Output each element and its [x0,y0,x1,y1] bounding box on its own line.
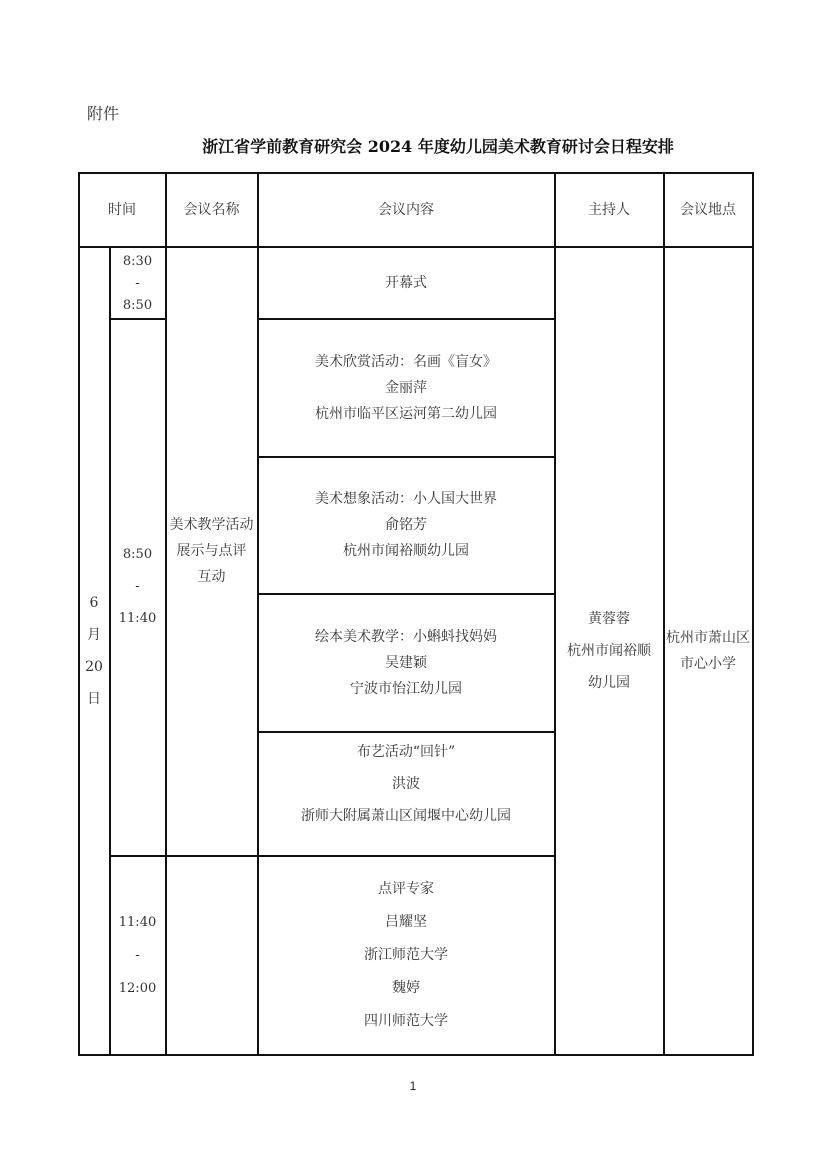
time-slot-3 [110,856,165,1054]
time-start: 8:50 [122,547,153,562]
date-month-char: 月 [87,627,101,643]
expert-affiliation: 浙江师范大学 [364,946,448,963]
time-start: 11:40 [118,914,157,930]
time-end: 12:00 [118,980,157,996]
expert-name: 魏婷 [392,979,420,996]
experts-heading: 点评专家 [378,880,434,897]
content-opening [258,247,554,318]
expert-affiliation: 四川师范大学 [364,1012,448,1029]
header-host: 主持人 [588,201,630,218]
activity-title: 布艺活动“回针” [356,744,456,760]
date-month-number: 6 [89,595,99,611]
session-name-line: 展示与点评 [176,543,247,559]
content-activity-3 [258,594,554,731]
time-sep: - [135,276,140,291]
teacher-name: 吴建颖 [385,654,427,671]
activity-title: 美术想象活动：小人国大世界 [315,491,497,507]
header-content: 会议内容 [378,201,434,218]
teacher-name: 俞铭芳 [385,517,427,533]
activity-title: 美术欣赏活动：名画《盲女》 [315,353,497,370]
teacher-name: 金丽萍 [385,379,427,396]
table-border-right [752,172,754,1056]
date-day-number: 20 [85,659,103,675]
teacher-name: 洪波 [392,776,420,792]
session-name-cell [166,247,257,855]
header-time: 时间 [108,201,136,218]
school-name: 杭州市临平区运河第二幼儿园 [315,405,497,422]
session-row-divider [165,855,258,857]
page-number: 1 [409,1079,417,1093]
host-affiliation: 幼儿园 [588,675,630,691]
header-session-name: 会议名称 [183,201,240,218]
date-day-char: 日 [87,691,101,707]
host-name: 黄蓉蓉 [588,611,630,627]
school-name: 浙师大附属萧山区闻堰中心幼儿园 [301,808,511,824]
time-end: 11:40 [118,611,157,626]
time-start: 8:30 [122,254,153,269]
session-name-line: 美术教学活动 [169,517,254,533]
school-name: 杭州市闻裕顺幼儿园 [343,543,469,559]
session-name-line: 互动 [197,569,226,585]
document-title: 浙江省学前教育研究会 2024 年度幼儿园美术教育研讨会日程安排 [202,137,674,156]
venue-line: 杭州市萧山区 [666,630,750,646]
school-name: 宁波市怡江幼儿园 [350,680,462,697]
content-activity-4 [258,732,554,855]
host-affiliation: 杭州市闻裕顺 [567,643,651,659]
venue-line: 市心小学 [680,656,736,672]
content-activity-2 [258,457,554,593]
host-cell [555,247,663,1055]
header-venue: 会议地点 [680,201,736,218]
venue-cell [664,247,752,1055]
activity-title: 绘本美术教学：小蝌蚪找妈妈 [315,628,497,645]
time-sep: - [135,947,140,963]
content-activity-1 [258,319,554,456]
time-end: 8:50 [122,298,153,313]
content-line: 开幕式 [385,274,427,291]
content-experts [258,856,554,1054]
time-slot-1 [110,250,165,318]
expert-name: 吕耀坚 [385,913,427,930]
date-cell [79,247,109,1055]
attachment-label: 附件 [87,104,120,123]
time-slot-2 [110,319,165,855]
time-sep: - [135,579,140,594]
